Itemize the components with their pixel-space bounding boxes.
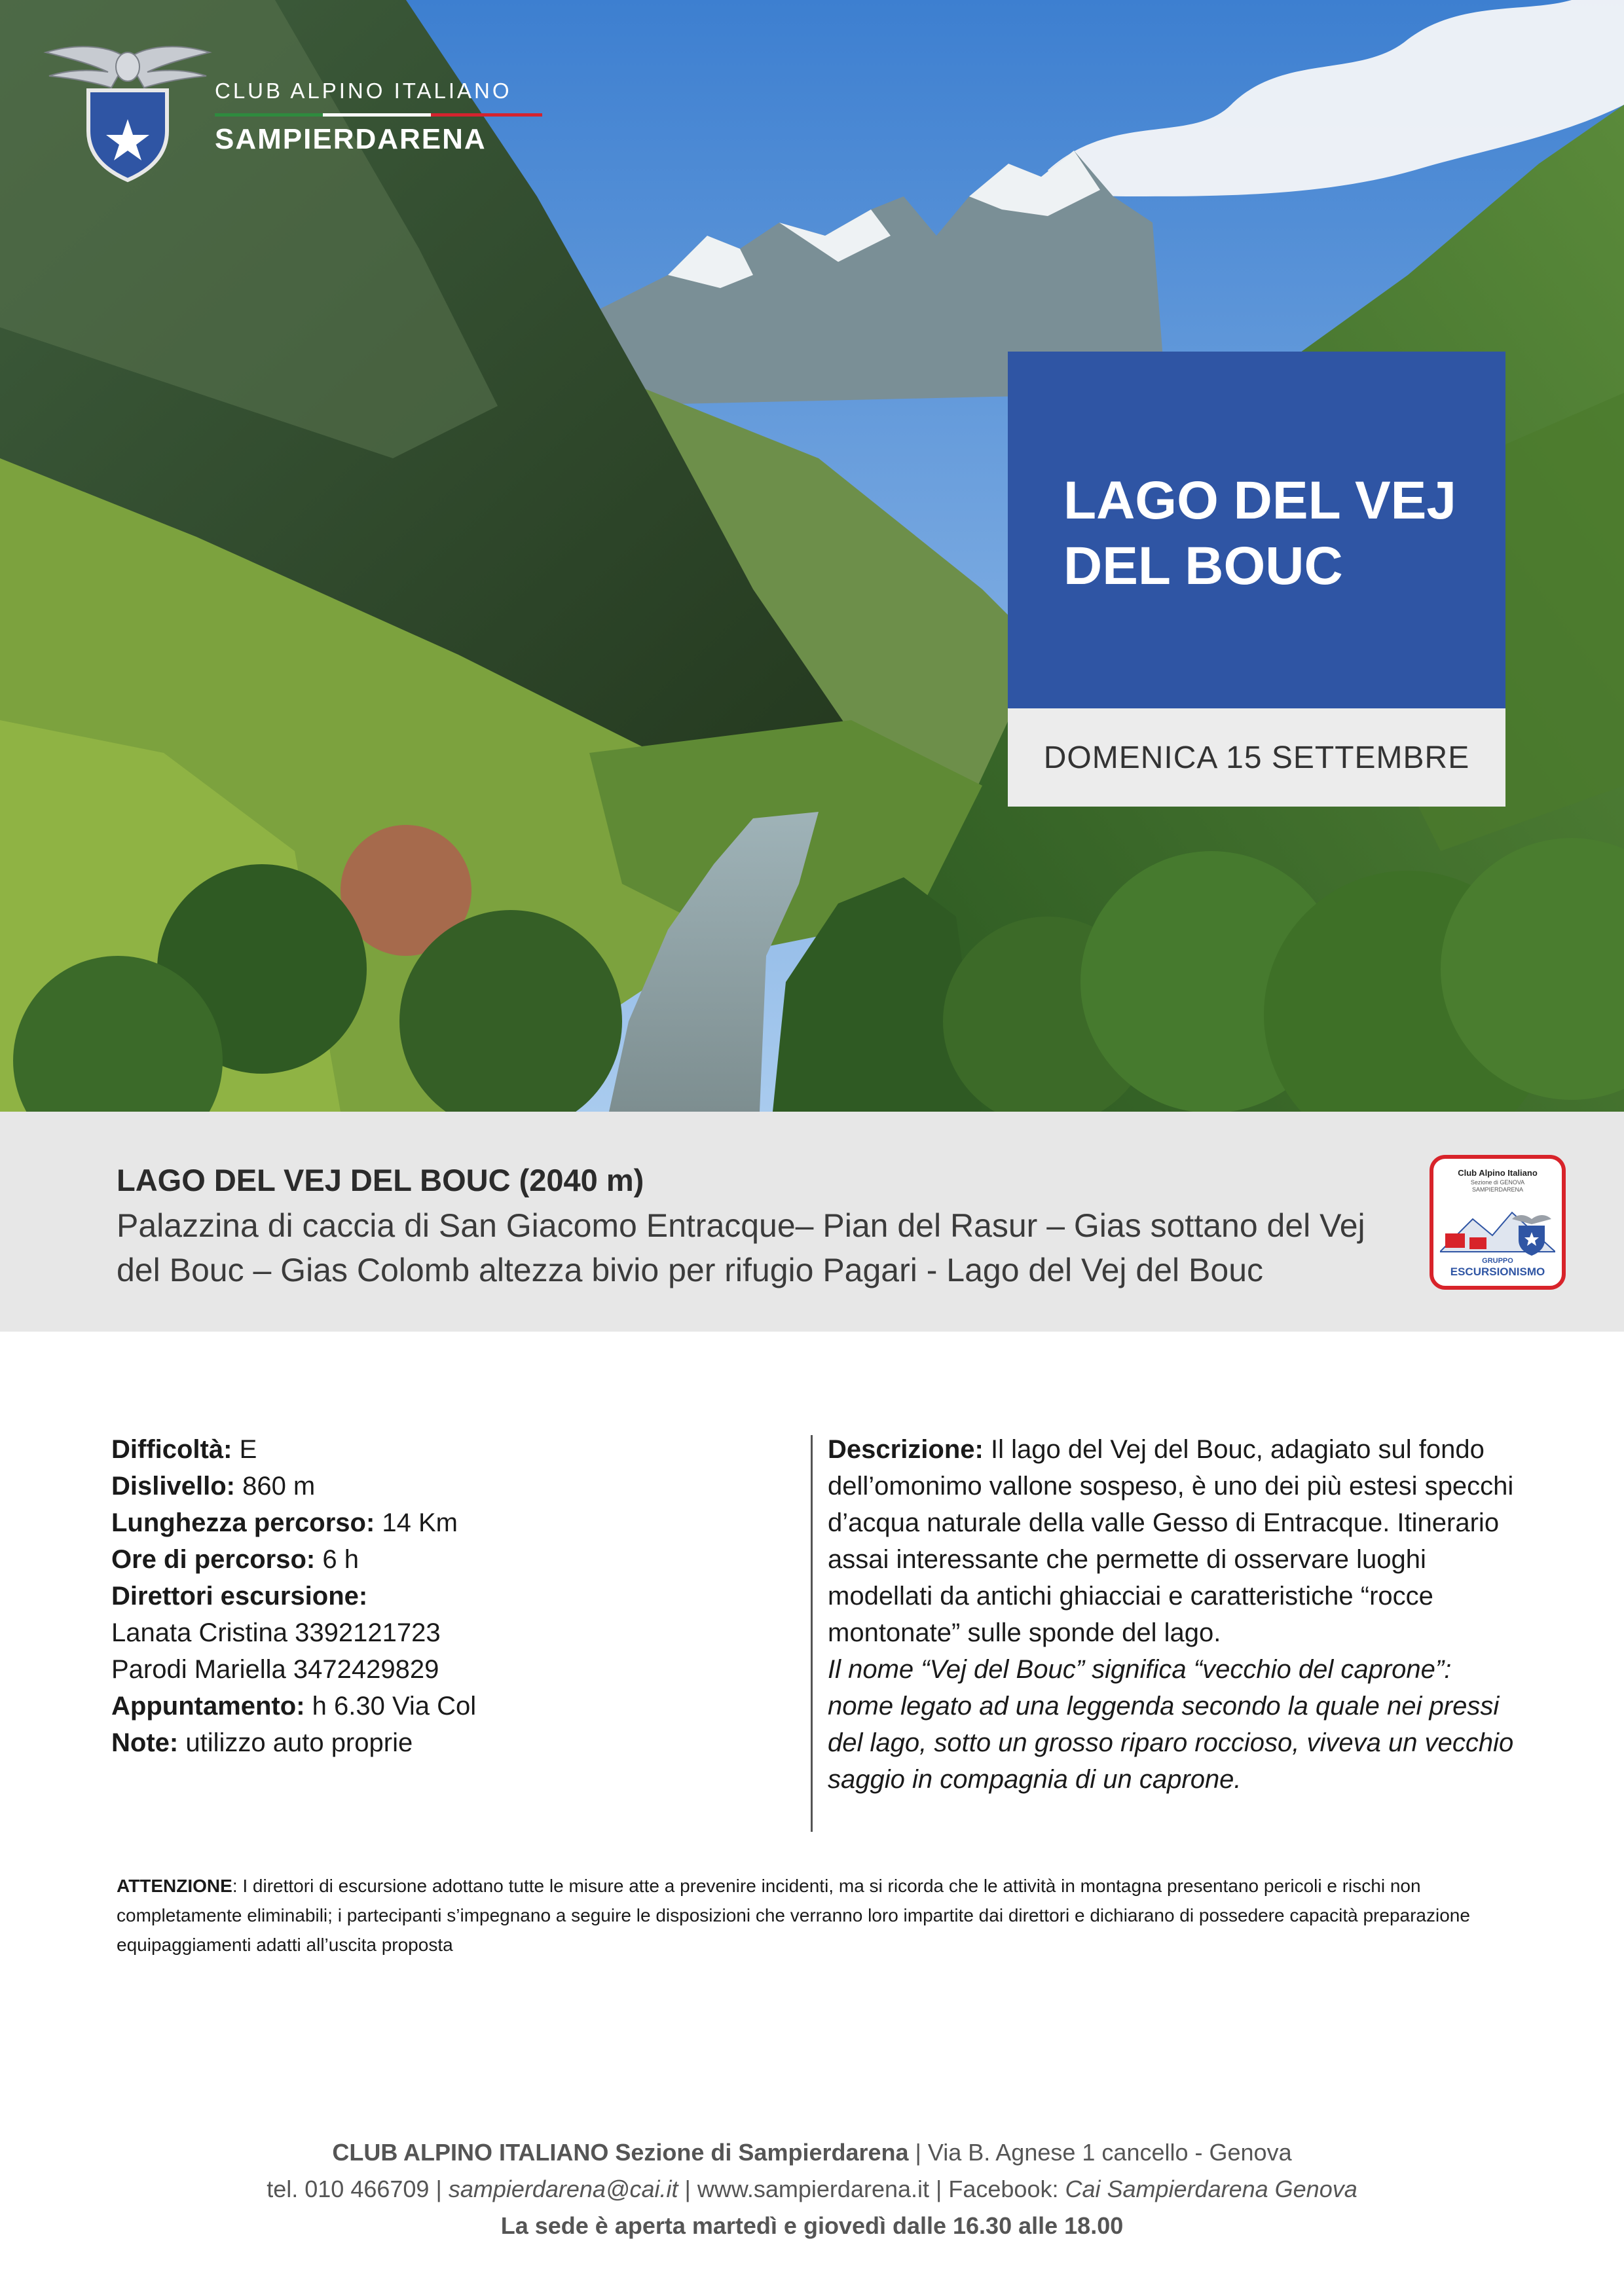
- badge-club-name: Club Alpino Italiano: [1458, 1168, 1538, 1178]
- route-description: Palazzina di caccia di San Giacomo Entracque– Pian del Rasur – Gias sottano del Vej del Bouc – Gias Colomb altezza bivio per rifugio Pagari - Lago del Vej del Bouc: [117, 1207, 1365, 1288]
- detail-note: Note: utilizzo auto proprie: [111, 1728, 413, 1757]
- detail-direttore: Parodi Mariella 3472429829: [111, 1655, 439, 1684]
- footer-address-line: [0, 2134, 1624, 2171]
- detail-direttori-label: Direttori escursione:: [111, 1582, 368, 1611]
- footer: [0, 2134, 1624, 2244]
- detail-ore: Ore di percorso: 6 h: [111, 1545, 359, 1574]
- footer-email-link[interactable]: sampierdarena@cai.it: [448, 2176, 678, 2202]
- route-band: [0, 1112, 1624, 1332]
- trip-details: [111, 1431, 766, 1761]
- footer-web[interactable]: | www.sampierdarena.it | Facebook:: [678, 2176, 1065, 2202]
- logo-section-name: SAMPIERDARENA: [215, 123, 487, 155]
- logo-tricolor-rule: [215, 113, 542, 117]
- description-legend: Il nome “Vej del Bouc” significa “vecchio del caprone”: nome legato ad una leggenda secondo la quale nei pressi del lago, sotto un grosso riparo roccioso, viveva un vecchio saggio in compagnia di un caprone.: [828, 1655, 1514, 1794]
- warning-text: : I direttori di escursione adottano tutte le misure atte a prevenire incidenti, ma si ricorda che le attività in montagna presentano pericoli e rischi non completamente eliminabili; i partecipanti s’impegnano a seguire le disposizioni che verranno loro impartite dai direttori e dichiarano di possedere capacità preparazione equipaggiamenti adatti all’uscita proposta: [117, 1876, 1470, 1955]
- badge-group-label: GRUPPO: [1482, 1257, 1513, 1265]
- footer-tel: tel. 010 466709 |: [267, 2176, 449, 2202]
- badge-section: Sezione di GENOVA SAMPIERDARENA: [1470, 1179, 1525, 1193]
- badge-mountain-icon: [1440, 1199, 1555, 1258]
- detail-difficolta: Difficoltà: E: [111, 1435, 257, 1464]
- footer-org: CLUB ALPINO ITALIANO Sezione di Sampierdarena: [332, 2139, 909, 2166]
- description-text: Il lago del Vej del Bouc, adagiato sul fondo dell’omonimo vallone sospeso, è uno dei più estesi specchi d’acqua naturale della valle Gesso di Entracque. Itinerario assai interessante che permette di osservare luoghi modellati da antichi ghiacciai e caratteristiche “rocce montonate” sulle sponde del lago.: [828, 1435, 1514, 1647]
- footer-address: | Via B. Agnese 1 cancello - Genova: [908, 2139, 1292, 2166]
- cai-eagle-emblem-icon: [39, 33, 216, 183]
- cai-sampierdarena-logo: [39, 33, 537, 183]
- badge-group-name: ESCURSIONISMO: [1450, 1266, 1545, 1278]
- footer-opening-hours: La sede è aperta martedì e giovedì dalle 16.30 alle 18.00: [500, 2212, 1124, 2239]
- logo-club-name: CLUB ALPINO ITALIANO: [215, 79, 512, 103]
- column-divider: [811, 1435, 813, 1832]
- footer-contact-line: [0, 2171, 1624, 2208]
- footer-facebook-link[interactable]: Cai Sampierdarena Genova: [1065, 2176, 1357, 2202]
- title-box: [1008, 352, 1505, 708]
- description-block: [828, 1431, 1522, 1798]
- warning-label: ATTENZIONE: [117, 1876, 232, 1896]
- gruppo-escursionismo-badge: [1430, 1155, 1566, 1290]
- detail-dislivello: Dislivello: 860 m: [111, 1472, 316, 1501]
- route-title: LAGO DEL VEJ DEL BOUC (2040 m): [117, 1163, 644, 1197]
- detail-appuntamento: Appuntamento: h 6.30 Via Col: [111, 1692, 477, 1721]
- description-label: Descrizione:: [828, 1435, 984, 1464]
- detail-direttore: Lanata Cristina 3392121723: [111, 1618, 441, 1647]
- detail-lunghezza: Lunghezza percorso: 14 Km: [111, 1508, 458, 1537]
- safety-warning: [117, 1871, 1518, 1959]
- page-title: LAGO DEL VEJ DEL BOUC: [1063, 471, 1456, 596]
- date-box: [1008, 708, 1505, 807]
- event-date: DOMENICA 15 SETTEMBRE: [1043, 740, 1470, 775]
